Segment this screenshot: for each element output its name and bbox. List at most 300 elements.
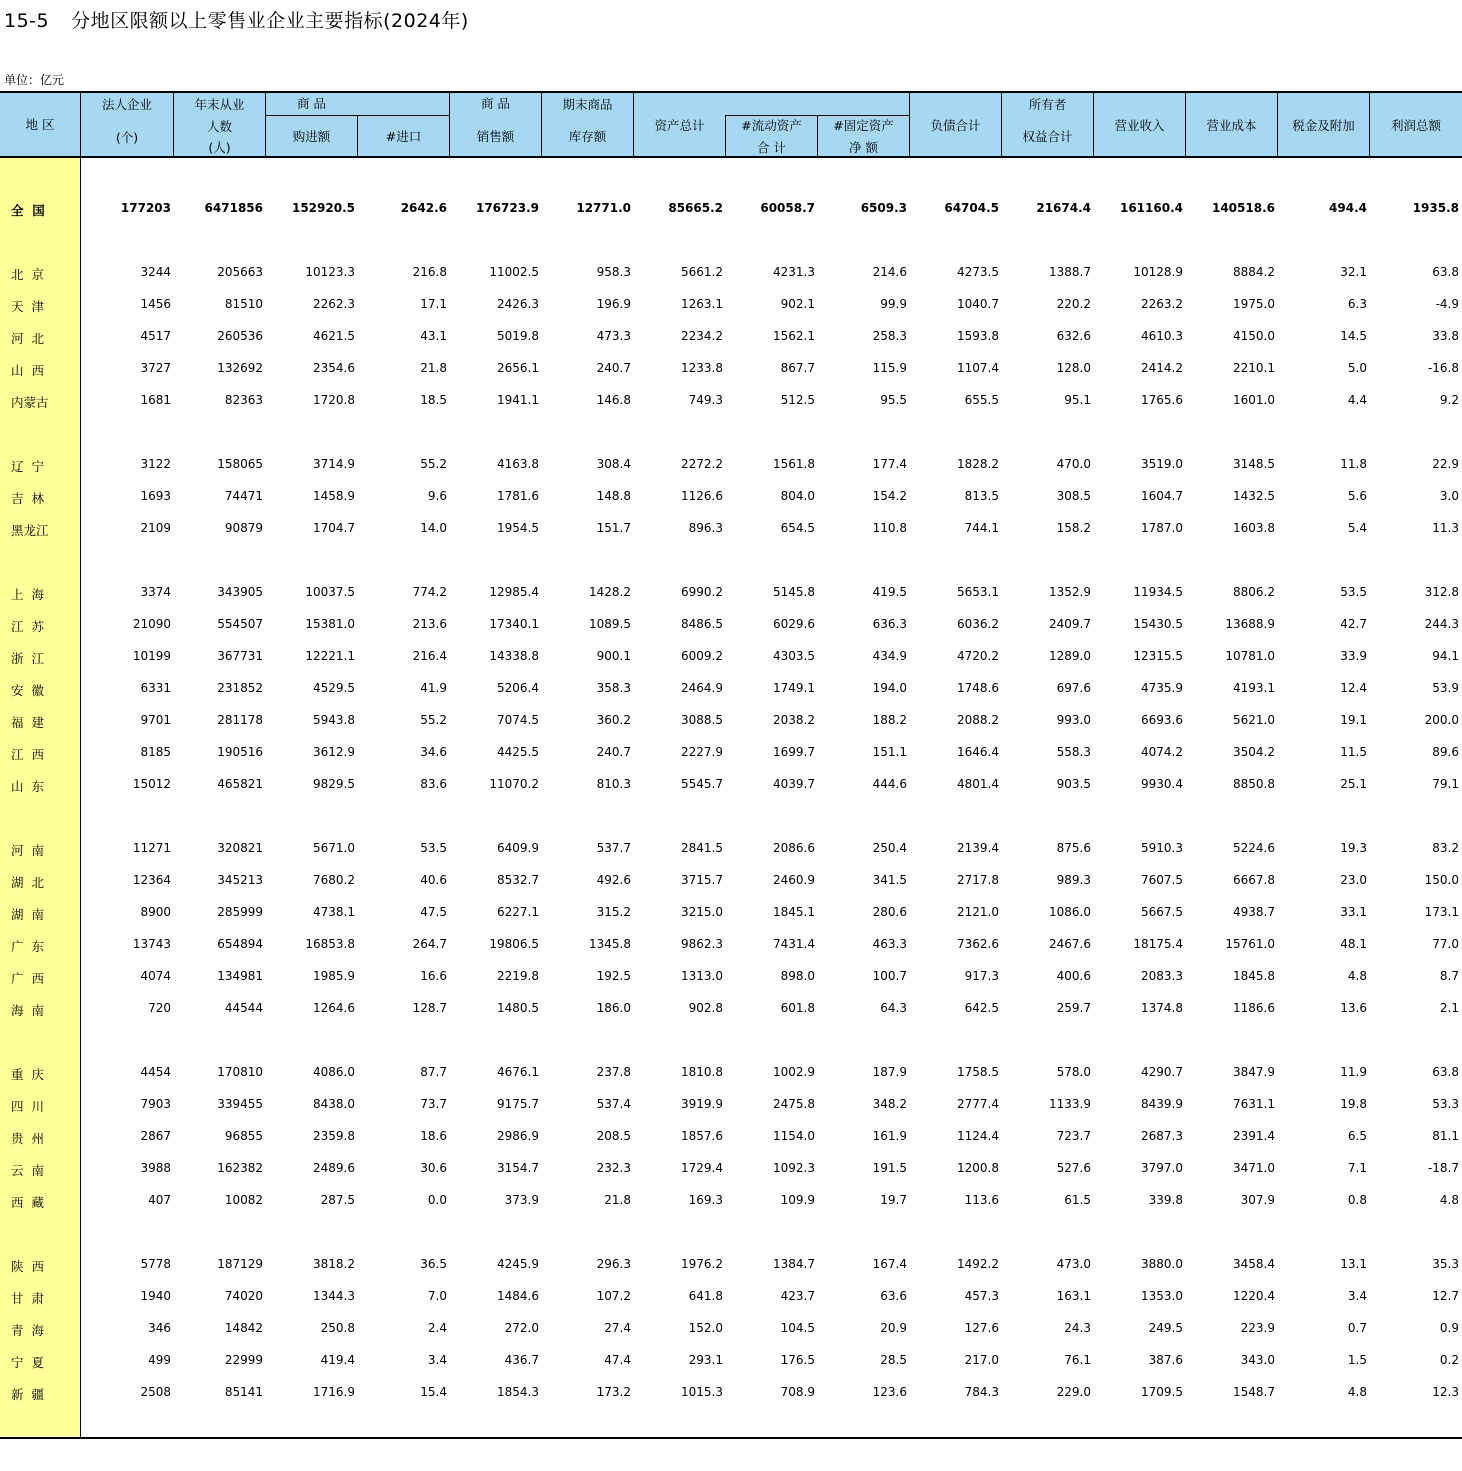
table-cell: 4273.5 (957, 265, 999, 279)
header-total-assets: 资产总计 (654, 118, 705, 133)
table-cell: 186.0 (596, 1001, 631, 1015)
table-cell: 3880.0 (1141, 1257, 1183, 1271)
table-cell: 11934.5 (1133, 585, 1183, 599)
table-cell: 900.1 (596, 649, 631, 663)
table-cell: 148.8 (596, 489, 631, 503)
region-name: 北 京 (11, 267, 44, 282)
table-cell: 3088.5 (681, 713, 723, 727)
table-cell: 601.8 (780, 1001, 815, 1015)
table-cell: 64.3 (880, 1001, 907, 1015)
table-cell: 63.6 (880, 1289, 907, 1303)
table-cell: 2391.4 (1233, 1129, 1275, 1143)
table-cell: 1.5 (1347, 1353, 1367, 1367)
table-cell: 1432.5 (1233, 489, 1275, 503)
table-header (0, 91, 1462, 158)
table-cell: 1828.2 (957, 457, 999, 471)
table-cell: 170810 (217, 1065, 263, 1079)
table-cell: 4193.1 (1233, 681, 1275, 695)
table-cell: 167.4 (872, 1257, 907, 1271)
table-cell: 20.9 (880, 1321, 907, 1335)
region-name: 江 苏 (11, 619, 44, 634)
table-cell: 87.7 (420, 1065, 447, 1079)
table-row (0, 871, 1462, 891)
table-cell: 3.4 (1347, 1289, 1367, 1303)
table-cell: 17.1 (420, 297, 447, 311)
table-cell: 85665.2 (668, 201, 723, 215)
table-cell: 1092.3 (773, 1161, 815, 1175)
region-name: 福 建 (11, 715, 44, 730)
table-cell: 3847.9 (1233, 1065, 1275, 1079)
table-cell: 708.9 (780, 1385, 815, 1399)
table-cell: 2139.4 (957, 841, 999, 855)
table-cell: 1374.8 (1141, 1001, 1183, 1015)
header-employees-2: 人数 (206, 119, 232, 134)
header-import: #进口 (385, 129, 422, 144)
region-name: 湖 南 (11, 907, 44, 922)
table-cell: 3715.7 (681, 873, 723, 887)
table-cell: 8884.2 (1233, 265, 1275, 279)
table-cell: 293.1 (688, 1353, 723, 1367)
region-name: 吉 林 (11, 491, 44, 506)
table-cell: 2508 (140, 1385, 171, 1399)
table-row (0, 647, 1462, 667)
table-cell: 240.7 (596, 745, 631, 759)
table-cell: 5.6 (1347, 489, 1367, 503)
table-cell: 1264.6 (313, 1001, 355, 1015)
region-name: 黑龙江 (11, 523, 49, 538)
table-cell: 250.4 (872, 841, 907, 855)
table-cell: 1810.8 (681, 1065, 723, 1079)
table-cell: 9701 (140, 713, 171, 727)
table-cell: 473.3 (596, 329, 631, 343)
header-region: 地 区 (25, 117, 55, 132)
header-revenue: 营业收入 (1114, 118, 1165, 133)
table-cell: 4801.4 (957, 777, 999, 791)
table-cell: 8439.9 (1141, 1097, 1183, 1111)
table-cell: 315.2 (596, 905, 631, 919)
table-cell: 1548.7 (1233, 1385, 1275, 1399)
table-cell: 60058.7 (760, 201, 815, 215)
table-cell: 63.8 (1432, 265, 1459, 279)
table-cell: 15.4 (420, 1385, 447, 1399)
table-cell: 4676.1 (497, 1065, 539, 1079)
table-cell: 249.5 (1148, 1321, 1183, 1335)
table-cell: 232.3 (596, 1161, 631, 1175)
table-cell: 2109 (140, 521, 171, 535)
header-sales-2: 销售额 (476, 129, 515, 144)
table-cell: 1428.2 (589, 585, 631, 599)
table-cell: 13.1 (1340, 1257, 1367, 1271)
table-cell: 2210.1 (1233, 361, 1275, 375)
table-cell: 8806.2 (1233, 585, 1275, 599)
table-cell: 527.6 (1056, 1161, 1091, 1175)
table-cell: 4720.2 (957, 649, 999, 663)
table-cell: 5667.5 (1141, 905, 1183, 919)
table-cell: 109.9 (780, 1193, 815, 1207)
table-cell: 14842 (224, 1321, 263, 1335)
table-cell: 1729.4 (681, 1161, 723, 1175)
table-row (0, 1191, 1462, 1211)
table-cell: 5653.1 (957, 585, 999, 599)
table-cell: 1601.0 (1233, 393, 1275, 407)
table-cell: 7631.1 (1233, 1097, 1275, 1111)
table-cell: 237.8 (596, 1065, 631, 1079)
table-cell: 7431.4 (773, 937, 815, 951)
table-cell: 10037.5 (305, 585, 355, 599)
region-name: 重 庆 (11, 1067, 44, 1082)
table-cell: 2038.2 (773, 713, 815, 727)
region-name: 贵 州 (11, 1131, 44, 1146)
table-cell: 33.9 (1340, 649, 1367, 663)
table-cell: 12.7 (1432, 1289, 1459, 1303)
table-cell: 32.1 (1340, 265, 1367, 279)
table-cell: 44544 (224, 1001, 263, 1015)
table-cell: 341.5 (872, 873, 907, 887)
table-cell: 173.2 (596, 1385, 631, 1399)
table-cell: 1107.4 (957, 361, 999, 375)
table-cell: 22999 (224, 1353, 263, 1367)
table-cell: 95.1 (1064, 393, 1091, 407)
table-cell: 4610.3 (1141, 329, 1183, 343)
table-cell: 3.0 (1439, 489, 1459, 503)
table-cell: 7680.2 (313, 873, 355, 887)
header-profit: 利润总额 (1390, 118, 1441, 133)
table-cell: 1854.3 (497, 1385, 539, 1399)
table-cell: 154.2 (872, 489, 907, 503)
table-cell: 4454 (140, 1065, 171, 1079)
table-cell: 100.7 (872, 969, 907, 983)
table-cell: 1954.5 (497, 521, 539, 535)
table-cell: 16853.8 (305, 937, 355, 951)
table-cell: 76.1 (1064, 1353, 1091, 1367)
table-cell: 1086.0 (1049, 905, 1091, 919)
table-cell: 2867 (140, 1129, 171, 1143)
table-cell: 343.0 (1240, 1353, 1275, 1367)
table-cell: 4517 (140, 329, 171, 343)
table-cell: 115.9 (872, 361, 907, 375)
table-cell: 13.6 (1340, 1001, 1367, 1015)
table-cell: 12.4 (1340, 681, 1367, 695)
table-cell: 280.6 (872, 905, 907, 919)
table-cell: 339455 (217, 1097, 263, 1111)
table-cell: 810.3 (596, 777, 631, 791)
table-cell: 3122 (140, 457, 171, 471)
table-cell: 19.3 (1340, 841, 1367, 855)
table-cell: 1749.1 (773, 681, 815, 695)
table-cell: 554507 (217, 617, 263, 631)
table-cell: 1720.8 (313, 393, 355, 407)
table-cell: 3818.2 (313, 1257, 355, 1271)
table-cell: 23.0 (1340, 873, 1367, 887)
table-code: 15-5 (4, 10, 50, 32)
table-cell: 10123.3 (305, 265, 355, 279)
table-cell: 2642.6 (400, 201, 447, 215)
table-cell: 11.5 (1340, 745, 1367, 759)
header-fixed-assets-2: 净 额 (849, 140, 878, 155)
table-cell: 33.1 (1340, 905, 1367, 919)
table-cell: 240.7 (596, 361, 631, 375)
table-cell: 18.5 (420, 393, 447, 407)
table-cell: 81.1 (1432, 1129, 1459, 1143)
table-cell: 4231.3 (773, 265, 815, 279)
table-cell: 6029.6 (773, 617, 815, 631)
table-cell: 1935.8 (1412, 201, 1459, 215)
table-cell: 308.4 (596, 457, 631, 471)
table-cell: 244.3 (1424, 617, 1459, 631)
table-row (0, 839, 1462, 859)
table-cell: 6331 (140, 681, 171, 695)
table-row (0, 679, 1462, 699)
table-row (0, 487, 1462, 507)
table-cell: 902.1 (780, 297, 815, 311)
table-cell: 2656.1 (497, 361, 539, 375)
table-cell: 642.5 (964, 1001, 999, 1015)
table-cell: 558.3 (1056, 745, 1091, 759)
table-cell: 0.9 (1439, 1321, 1459, 1335)
table-cell: 0.7 (1347, 1321, 1367, 1335)
table-cell: 12771.0 (576, 201, 631, 215)
table-cell: 6036.2 (957, 617, 999, 631)
table-cell: 132692 (217, 361, 263, 375)
table-cell: 48.1 (1340, 937, 1367, 951)
table-cell: 15381.0 (305, 617, 355, 631)
table-cell: 358.3 (596, 681, 631, 695)
table-cell: 2426.3 (497, 297, 539, 311)
table-cell: 2262.3 (313, 297, 355, 311)
table-cell: 12985.4 (489, 585, 539, 599)
table-cell: 1345.8 (589, 937, 631, 951)
header-inventory: 期末商品 (562, 97, 613, 112)
table-cell: 1704.7 (313, 521, 355, 535)
table-cell: 419.5 (872, 585, 907, 599)
table-cell: 163.1 (1056, 1289, 1091, 1303)
header-taxes: 税金及附加 (1292, 118, 1355, 133)
table-title: 分地区限额以上零售业企业主要指标(2024年) (71, 10, 469, 32)
table-cell: 216.4 (412, 649, 447, 663)
table-cell: 158065 (217, 457, 263, 471)
region-name: 全 国 (11, 203, 45, 218)
table-cell: 1233.8 (681, 361, 723, 375)
table-cell: 343905 (217, 585, 263, 599)
table-cell: 83.2 (1432, 841, 1459, 855)
table-cell: 1263.1 (681, 297, 723, 311)
header-current-assets-2: 合 计 (757, 140, 786, 155)
table-cell: 13743 (132, 937, 171, 951)
table-row (0, 1255, 1462, 1275)
table-cell: 10781.0 (1225, 649, 1275, 663)
table-cell: 188.2 (872, 713, 907, 727)
table-cell: 11070.2 (489, 777, 539, 791)
table-cell: 1604.7 (1141, 489, 1183, 503)
header-equity: 所有者 (1028, 97, 1067, 112)
table-cell: 1154.0 (773, 1129, 815, 1143)
table-cell: 187129 (217, 1257, 263, 1271)
table-cell: 4245.9 (497, 1257, 539, 1271)
table-cell: 27.4 (604, 1321, 631, 1335)
region-name: 河 北 (11, 331, 44, 346)
table-cell: 12.3 (1432, 1385, 1459, 1399)
table-cell: 6667.8 (1233, 873, 1275, 887)
table-cell: 348.2 (872, 1097, 907, 1111)
table-cell: 285999 (217, 905, 263, 919)
table-cell: 9.6 (427, 489, 447, 503)
table-cell: 30.6 (420, 1161, 447, 1175)
table-row (0, 903, 1462, 923)
table-cell: 345213 (217, 873, 263, 887)
table-cell: 3374 (140, 585, 171, 599)
table-cell: 21.8 (420, 361, 447, 375)
header-purchase: 购进额 (292, 129, 331, 144)
table-cell: 146.8 (596, 393, 631, 407)
table-cell: 152.0 (688, 1321, 723, 1335)
table-cell: 5671.0 (313, 841, 355, 855)
table-cell: 1709.5 (1141, 1385, 1183, 1399)
table-cell: 1681 (140, 393, 171, 407)
table-row (0, 391, 1462, 411)
table-row (0, 935, 1462, 955)
table-cell: 1976.2 (681, 1257, 723, 1271)
table-cell: 4.8 (1347, 1385, 1367, 1399)
table-cell: 43.1 (420, 329, 447, 343)
table-cell: 2227.9 (681, 745, 723, 759)
table-cell: 7.0 (427, 1289, 447, 1303)
table-cell: 1289.0 (1049, 649, 1091, 663)
header-employees-unit: (人) (208, 140, 231, 155)
table-cell: 152920.5 (291, 201, 355, 215)
table-cell: 902.8 (688, 1001, 723, 1015)
header-employees: 年末从业 (194, 97, 245, 112)
table-cell: 296.3 (596, 1257, 631, 1271)
table-cell: 19.8 (1340, 1097, 1367, 1111)
table-cell: 1985.9 (313, 969, 355, 983)
table-cell: 77.0 (1432, 937, 1459, 951)
table-cell: 654894 (217, 937, 263, 951)
table-cell: 400.6 (1056, 969, 1091, 983)
table-row (0, 743, 1462, 763)
table-cell: 9930.4 (1141, 777, 1183, 791)
table-cell: -16.8 (1427, 361, 1459, 375)
table-cell: 0.8 (1347, 1193, 1367, 1207)
table-cell: 161160.4 (1119, 201, 1183, 215)
table-cell: 0.0 (427, 1193, 447, 1207)
table-cell: 993.0 (1056, 713, 1091, 727)
table-cell: 264.7 (412, 937, 447, 951)
table-cell: 190516 (217, 745, 263, 759)
table-cell: 5224.6 (1233, 841, 1275, 855)
table-cell: 1353.0 (1141, 1289, 1183, 1303)
table-cell: 140518.6 (1211, 201, 1275, 215)
table-cell: 19.7 (880, 1193, 907, 1207)
table-row (0, 1319, 1462, 1339)
table-cell: 128.7 (412, 1001, 447, 1015)
table-cell: 723.7 (1056, 1129, 1091, 1143)
table-cell: 259.7 (1056, 1001, 1091, 1015)
table-cell: 19806.5 (489, 937, 539, 951)
table-cell: 444.6 (872, 777, 907, 791)
table-cell: 473.0 (1056, 1257, 1091, 1271)
table-cell: 339.8 (1148, 1193, 1183, 1207)
table-cell: 4150.0 (1233, 329, 1275, 343)
table-cell: 1352.9 (1049, 585, 1091, 599)
table-cell: 107.2 (596, 1289, 631, 1303)
table-cell: 192.5 (596, 969, 631, 983)
table-cell: 33.8 (1432, 329, 1459, 343)
header-cost: 营业成本 (1206, 118, 1257, 133)
table-cell: 917.3 (964, 969, 999, 983)
region-name: 浙 江 (11, 651, 44, 666)
table-cell: 1313.0 (681, 969, 723, 983)
table-cell: 3215.0 (681, 905, 723, 919)
table-cell: 55.2 (420, 713, 447, 727)
region-name: 天 津 (11, 299, 44, 314)
table-cell: 260536 (217, 329, 263, 343)
table-cell: 161.9 (872, 1129, 907, 1143)
table-cell: 1458.9 (313, 489, 355, 503)
table-cell: 2234.2 (681, 329, 723, 343)
table-cell: 360.2 (596, 713, 631, 727)
region-name: 内蒙古 (11, 395, 49, 410)
table-cell: 7362.6 (957, 937, 999, 951)
region-name: 海 南 (11, 1003, 44, 1018)
table-cell: 7903 (140, 1097, 171, 1111)
table-cell: 177203 (120, 201, 171, 215)
table-cell: 6471856 (204, 201, 263, 215)
table-cell: 10082 (224, 1193, 263, 1207)
table-cell: 10199 (132, 649, 171, 663)
table-cell: 3919.9 (681, 1097, 723, 1111)
table-cell: 2219.8 (497, 969, 539, 983)
header-enterprises: 法人企业 (101, 97, 152, 112)
table-cell: 15761.0 (1225, 937, 1275, 951)
table-cell: 173.1 (1424, 905, 1459, 919)
table-cell: 4529.5 (313, 681, 355, 695)
table-cell: 903.5 (1056, 777, 1091, 791)
table-cell: 896.3 (688, 521, 723, 535)
table-cell: 19.1 (1340, 713, 1367, 727)
table-cell: 2121.0 (957, 905, 999, 919)
region-name: 广 东 (11, 939, 44, 954)
table-cell: 223.9 (1240, 1321, 1275, 1335)
table-cell: 5206.4 (497, 681, 539, 695)
table-cell: 720 (148, 1001, 171, 1015)
table-cell: 79.1 (1432, 777, 1459, 791)
table-cell: 2354.6 (313, 361, 355, 375)
region-name: 山 东 (11, 779, 44, 794)
region-name: 青 海 (11, 1323, 44, 1338)
table-cell: 83.6 (420, 777, 447, 791)
table-cell: 749.3 (688, 393, 723, 407)
table-cell: 6990.2 (681, 585, 723, 599)
table-cell: 6.5 (1347, 1129, 1367, 1143)
table-cell: 22.9 (1432, 457, 1459, 471)
table-cell: 367731 (217, 649, 263, 663)
table-cell: 272.0 (504, 1321, 539, 1335)
table-cell: 8486.5 (681, 617, 723, 631)
table-cell: 74471 (224, 489, 263, 503)
table-cell: 457.3 (964, 1289, 999, 1303)
table-cell: 3988 (140, 1161, 171, 1175)
table-cell: 3714.9 (313, 457, 355, 471)
table-cell: 4.4 (1347, 393, 1367, 407)
table-cell: 1693 (140, 489, 171, 503)
table-cell: 744.1 (964, 521, 999, 535)
table-cell: 47.5 (420, 905, 447, 919)
table-cell: 6693.6 (1141, 713, 1183, 727)
table-cell: 2083.3 (1141, 969, 1183, 983)
table-cell: 1186.6 (1233, 1001, 1275, 1015)
table-cell: 4.8 (1347, 969, 1367, 983)
table-cell: 7607.5 (1141, 873, 1183, 887)
